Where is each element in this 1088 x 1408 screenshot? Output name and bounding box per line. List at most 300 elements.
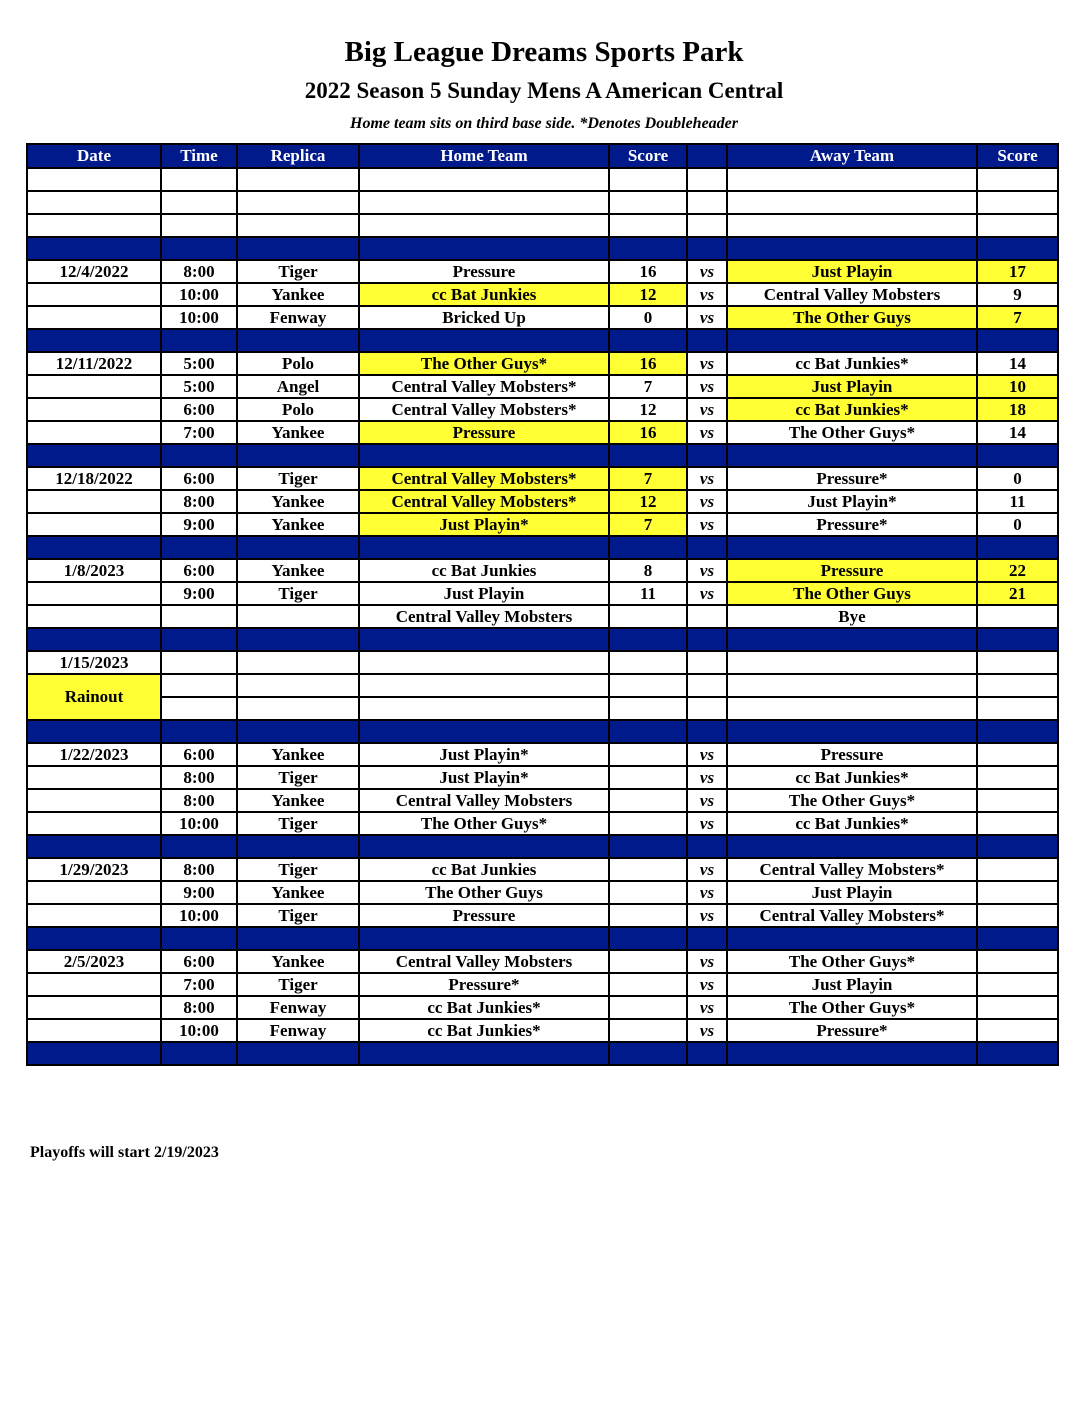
date-cell	[27, 582, 161, 605]
vs-cell: vs	[687, 881, 727, 904]
replica-field-cell: Fenway	[237, 996, 359, 1019]
time-cell: 6:00	[161, 467, 237, 490]
separator-cell	[609, 444, 687, 467]
col-header-time: Time	[161, 144, 237, 168]
vs-cell: vs	[687, 283, 727, 306]
table-row	[27, 766, 1058, 789]
col-header-replica: Replica	[237, 144, 359, 168]
table-row	[27, 398, 1058, 421]
away-score-cell	[977, 881, 1058, 904]
replica-field-cell: Yankee	[237, 559, 359, 582]
home-score-cell: 7	[609, 467, 687, 490]
date-cell	[27, 766, 161, 789]
separator-cell	[359, 1042, 609, 1065]
empty-cell	[237, 191, 359, 214]
date-cell	[27, 973, 161, 996]
separator-cell	[609, 237, 687, 260]
home-team-cell: cc Bat Junkies*	[359, 1019, 609, 1042]
separator-cell	[609, 1042, 687, 1065]
away-team-cell: Just Playin	[727, 881, 977, 904]
home-score-cell	[609, 996, 687, 1019]
separator-cell	[687, 1042, 727, 1065]
time-cell: 8:00	[161, 490, 237, 513]
table-row	[27, 950, 1058, 973]
away-team-cell: The Other Guys*	[727, 789, 977, 812]
replica-field-cell: Yankee	[237, 513, 359, 536]
table-row	[27, 996, 1058, 1019]
separator-cell	[687, 329, 727, 352]
date-cell: 1/15/2023	[27, 651, 161, 674]
empty-cell	[687, 651, 727, 674]
empty-cell	[609, 214, 687, 237]
home-score-cell	[609, 973, 687, 996]
empty-cell	[359, 214, 609, 237]
empty-cell	[161, 191, 237, 214]
time-cell: 6:00	[161, 559, 237, 582]
replica-field-cell: Tiger	[237, 904, 359, 927]
empty-cell	[237, 674, 359, 697]
table-row	[27, 1019, 1058, 1042]
away-team-cell: Just Playin	[727, 260, 977, 283]
home-team-cell: The Other Guys*	[359, 352, 609, 375]
vs-cell: vs	[687, 858, 727, 881]
away-score-cell: 18	[977, 398, 1058, 421]
replica-field-cell: Yankee	[237, 789, 359, 812]
date-cell	[27, 306, 161, 329]
separator-cell	[27, 329, 161, 352]
home-team-cell: Pressure*	[359, 973, 609, 996]
separator-cell	[359, 329, 609, 352]
separator-cell	[27, 720, 161, 743]
empty-cell	[687, 674, 727, 697]
home-team-cell: Bricked Up	[359, 306, 609, 329]
empty-cell	[977, 214, 1058, 237]
separator-cell	[727, 329, 977, 352]
separator-cell	[609, 628, 687, 651]
empty-cell	[977, 697, 1058, 720]
home-score-cell	[609, 858, 687, 881]
season-subtitle: 2022 Season 5 Sunday Mens A American Central	[304, 78, 784, 103]
away-team-cell: cc Bat Junkies*	[727, 398, 977, 421]
schedule-table	[26, 143, 1059, 1066]
separator-cell	[727, 444, 977, 467]
separator-cell	[359, 628, 609, 651]
away-score-cell: 14	[977, 421, 1058, 444]
vs-cell: vs	[687, 1019, 727, 1042]
col-header-away-team: Away Team	[727, 144, 977, 168]
separator-cell	[237, 444, 359, 467]
col-header-home-team: Home Team	[359, 144, 609, 168]
away-score-cell: 17	[977, 260, 1058, 283]
separator-cell	[359, 927, 609, 950]
empty-cell	[977, 651, 1058, 674]
separator-row	[27, 536, 1058, 559]
separator-cell	[977, 927, 1058, 950]
separator-cell	[161, 329, 237, 352]
home-team-cell: cc Bat Junkies	[359, 858, 609, 881]
home-team-cell: Central Valley Mobsters	[359, 605, 609, 628]
table-row	[27, 168, 1058, 191]
separator-cell	[237, 536, 359, 559]
separator-cell	[977, 628, 1058, 651]
away-score-cell	[977, 973, 1058, 996]
away-team-cell: The Other Guys*	[727, 950, 977, 973]
empty-cell	[161, 674, 237, 697]
vs-cell: vs	[687, 812, 727, 835]
home-team-cell: Central Valley Mobsters*	[359, 375, 609, 398]
separator-cell	[27, 1042, 161, 1065]
empty-cell	[609, 697, 687, 720]
vs-cell: vs	[687, 559, 727, 582]
separator-cell	[977, 536, 1058, 559]
home-team-cell: Just Playin*	[359, 743, 609, 766]
table-row	[27, 467, 1058, 490]
empty-cell	[237, 168, 359, 191]
vs-cell	[687, 605, 727, 628]
home-team-cell: Central Valley Mobsters*	[359, 490, 609, 513]
separator-cell	[609, 927, 687, 950]
date-cell	[27, 789, 161, 812]
vs-cell: vs	[687, 950, 727, 973]
vs-cell: vs	[687, 352, 727, 375]
separator-cell	[161, 237, 237, 260]
home-score-cell: 0	[609, 306, 687, 329]
date-cell: 12/11/2022	[27, 352, 161, 375]
table-row	[27, 605, 1058, 628]
empty-cell	[161, 168, 237, 191]
home-team-cell: The Other Guys	[359, 881, 609, 904]
separator-cell	[161, 720, 237, 743]
home-score-cell	[609, 904, 687, 927]
vs-cell: vs	[687, 743, 727, 766]
home-team-cell: Central Valley Mobsters*	[359, 398, 609, 421]
date-cell: 2/5/2023	[27, 950, 161, 973]
empty-cell	[359, 191, 609, 214]
away-score-cell: 9	[977, 283, 1058, 306]
time-cell: 10:00	[161, 283, 237, 306]
page-title: Big League Dreams Sports Park	[344, 36, 744, 68]
away-team-cell: Pressure	[727, 743, 977, 766]
home-score-cell	[609, 950, 687, 973]
away-team-cell: Central Valley Mobsters*	[727, 858, 977, 881]
time-cell: 9:00	[161, 582, 237, 605]
away-score-cell: 10	[977, 375, 1058, 398]
home-team-cell: Pressure	[359, 421, 609, 444]
vs-cell: vs	[687, 766, 727, 789]
vs-cell: vs	[687, 513, 727, 536]
separator-cell	[727, 927, 977, 950]
time-cell	[161, 605, 237, 628]
empty-cell	[27, 214, 161, 237]
vs-cell: vs	[687, 490, 727, 513]
replica-field-cell	[237, 605, 359, 628]
away-team-cell: Central Valley Mobsters	[727, 283, 977, 306]
col-header-away-score: Score	[977, 144, 1058, 168]
time-cell: 7:00	[161, 973, 237, 996]
away-score-cell	[977, 858, 1058, 881]
away-team-cell: cc Bat Junkies*	[727, 812, 977, 835]
table-row	[27, 582, 1058, 605]
separator-cell	[727, 536, 977, 559]
away-team-cell: cc Bat Junkies*	[727, 766, 977, 789]
away-team-cell: Central Valley Mobsters*	[727, 904, 977, 927]
separator-cell	[727, 237, 977, 260]
separator-cell	[161, 536, 237, 559]
separator-cell	[27, 628, 161, 651]
separator-cell	[977, 720, 1058, 743]
home-score-cell: 16	[609, 421, 687, 444]
schedule-body	[27, 168, 1058, 1065]
vs-cell: vs	[687, 375, 727, 398]
away-team-cell: Just Playin	[727, 375, 977, 398]
separator-row	[27, 329, 1058, 352]
away-team-cell: The Other Guys	[727, 306, 977, 329]
separator-row	[27, 927, 1058, 950]
empty-cell	[687, 191, 727, 214]
empty-cell	[727, 651, 977, 674]
separator-cell	[27, 237, 161, 260]
time-cell: 6:00	[161, 743, 237, 766]
replica-field-cell: Angel	[237, 375, 359, 398]
replica-field-cell: Yankee	[237, 283, 359, 306]
separator-cell	[161, 628, 237, 651]
table-row	[27, 973, 1058, 996]
table-row	[27, 191, 1058, 214]
time-cell: 10:00	[161, 306, 237, 329]
time-cell: 7:00	[161, 421, 237, 444]
date-cell	[27, 812, 161, 835]
separator-cell	[687, 444, 727, 467]
home-team-cell: Just Playin*	[359, 513, 609, 536]
schedule-note: Home team sits on third base side. *Denotes Doubleheader	[350, 115, 738, 132]
home-score-cell: 12	[609, 398, 687, 421]
replica-field-cell: Tiger	[237, 973, 359, 996]
replica-field-cell: Tiger	[237, 766, 359, 789]
vs-cell: vs	[687, 467, 727, 490]
separator-cell	[237, 720, 359, 743]
home-score-cell: 7	[609, 513, 687, 536]
away-team-cell: Bye	[727, 605, 977, 628]
vs-cell: vs	[687, 996, 727, 1019]
empty-cell	[609, 651, 687, 674]
vs-cell: vs	[687, 973, 727, 996]
time-cell: 5:00	[161, 375, 237, 398]
home-team-cell: Central Valley Mobsters	[359, 950, 609, 973]
away-score-cell: 0	[977, 513, 1058, 536]
away-score-cell: 0	[977, 467, 1058, 490]
away-score-cell	[977, 605, 1058, 628]
vs-cell: vs	[687, 789, 727, 812]
separator-cell	[609, 536, 687, 559]
empty-cell	[237, 651, 359, 674]
table-row	[27, 352, 1058, 375]
away-team-cell: Pressure*	[727, 513, 977, 536]
table-row	[27, 858, 1058, 881]
separator-cell	[977, 1042, 1058, 1065]
empty-cell	[687, 697, 727, 720]
separator-cell	[727, 1042, 977, 1065]
empty-cell	[727, 214, 977, 237]
away-score-cell: 14	[977, 352, 1058, 375]
separator-cell	[161, 835, 237, 858]
empty-cell	[687, 168, 727, 191]
replica-field-cell: Tiger	[237, 260, 359, 283]
date-cell	[27, 490, 161, 513]
separator-cell	[237, 628, 359, 651]
home-score-cell: 11	[609, 582, 687, 605]
home-score-cell: 16	[609, 352, 687, 375]
away-team-cell: Just Playin	[727, 973, 977, 996]
separator-cell	[687, 237, 727, 260]
separator-cell	[977, 835, 1058, 858]
separator-cell	[27, 927, 161, 950]
away-team-cell: Pressure*	[727, 1019, 977, 1042]
separator-cell	[609, 835, 687, 858]
empty-cell	[609, 674, 687, 697]
separator-cell	[237, 1042, 359, 1065]
replica-field-cell: Tiger	[237, 858, 359, 881]
home-team-cell: Just Playin*	[359, 766, 609, 789]
separator-cell	[727, 720, 977, 743]
separator-cell	[161, 444, 237, 467]
empty-cell	[727, 697, 977, 720]
home-score-cell: 8	[609, 559, 687, 582]
table-row	[27, 421, 1058, 444]
table-row	[27, 651, 1058, 674]
date-cell: 1/8/2023	[27, 559, 161, 582]
empty-cell	[359, 697, 609, 720]
replica-field-cell: Tiger	[237, 467, 359, 490]
home-score-cell: 7	[609, 375, 687, 398]
home-score-cell: 12	[609, 490, 687, 513]
playoffs-note: Playoffs will start 2/19/2023	[30, 1144, 219, 1161]
date-cell	[27, 996, 161, 1019]
separator-cell	[727, 628, 977, 651]
replica-field-cell: Tiger	[237, 812, 359, 835]
table-row	[27, 490, 1058, 513]
separator-cell	[359, 835, 609, 858]
table-row	[27, 260, 1058, 283]
date-cell	[27, 513, 161, 536]
date-cell	[27, 283, 161, 306]
time-cell: 9:00	[161, 881, 237, 904]
away-score-cell	[977, 996, 1058, 1019]
separator-cell	[687, 927, 727, 950]
replica-field-cell: Tiger	[237, 582, 359, 605]
empty-cell	[161, 697, 237, 720]
away-team-cell: The Other Guys	[727, 582, 977, 605]
home-team-cell: Pressure	[359, 904, 609, 927]
empty-cell	[359, 168, 609, 191]
time-cell: 8:00	[161, 996, 237, 1019]
empty-cell	[727, 191, 977, 214]
home-score-cell	[609, 605, 687, 628]
vs-cell: vs	[687, 398, 727, 421]
separator-row	[27, 720, 1058, 743]
separator-cell	[687, 835, 727, 858]
table-row	[27, 904, 1058, 927]
replica-field-cell: Yankee	[237, 743, 359, 766]
empty-cell	[977, 168, 1058, 191]
home-team-cell: Pressure	[359, 260, 609, 283]
separator-row	[27, 444, 1058, 467]
replica-field-cell: Yankee	[237, 421, 359, 444]
separator-cell	[237, 835, 359, 858]
separator-row	[27, 1042, 1058, 1065]
home-score-cell	[609, 1019, 687, 1042]
home-team-cell: cc Bat Junkies	[359, 283, 609, 306]
home-team-cell: The Other Guys*	[359, 812, 609, 835]
empty-cell	[27, 191, 161, 214]
separator-cell	[27, 444, 161, 467]
separator-row	[27, 628, 1058, 651]
date-cell	[27, 398, 161, 421]
separator-cell	[609, 720, 687, 743]
home-team-cell: Central Valley Mobsters*	[359, 467, 609, 490]
time-cell: 10:00	[161, 1019, 237, 1042]
table-row	[27, 881, 1058, 904]
separator-cell	[161, 1042, 237, 1065]
home-score-cell	[609, 766, 687, 789]
replica-field-cell: Polo	[237, 352, 359, 375]
separator-cell	[161, 927, 237, 950]
date-cell	[27, 375, 161, 398]
separator-cell	[977, 237, 1058, 260]
time-cell: 10:00	[161, 812, 237, 835]
separator-cell	[359, 444, 609, 467]
home-team-cell: Just Playin	[359, 582, 609, 605]
time-cell: 9:00	[161, 513, 237, 536]
table-row	[27, 559, 1058, 582]
date-cell: 1/22/2023	[27, 743, 161, 766]
empty-cell	[359, 651, 609, 674]
vs-cell: vs	[687, 306, 727, 329]
home-score-cell	[609, 743, 687, 766]
away-team-cell: Just Playin*	[727, 490, 977, 513]
empty-cell	[27, 168, 161, 191]
away-score-cell	[977, 1019, 1058, 1042]
empty-cell	[237, 214, 359, 237]
time-cell: 6:00	[161, 950, 237, 973]
home-team-cell: cc Bat Junkies*	[359, 996, 609, 1019]
separator-cell	[687, 536, 727, 559]
away-score-cell	[977, 743, 1058, 766]
table-row	[27, 513, 1058, 536]
date-cell	[27, 1019, 161, 1042]
table-header-row	[27, 144, 1058, 168]
col-header-date: Date	[27, 144, 161, 168]
replica-field-cell: Fenway	[237, 1019, 359, 1042]
table-row	[27, 674, 1058, 697]
empty-cell	[237, 697, 359, 720]
table-row	[27, 214, 1058, 237]
home-score-cell: 12	[609, 283, 687, 306]
away-score-cell	[977, 766, 1058, 789]
empty-cell	[727, 674, 977, 697]
empty-cell	[161, 651, 237, 674]
separator-cell	[27, 835, 161, 858]
time-cell: 8:00	[161, 858, 237, 881]
replica-field-cell: Yankee	[237, 950, 359, 973]
home-score-cell	[609, 881, 687, 904]
empty-cell	[609, 191, 687, 214]
time-cell: 8:00	[161, 789, 237, 812]
table-row	[27, 789, 1058, 812]
date-cell: 12/18/2022	[27, 467, 161, 490]
time-cell: 8:00	[161, 766, 237, 789]
home-score-cell	[609, 789, 687, 812]
home-score-cell: 16	[609, 260, 687, 283]
